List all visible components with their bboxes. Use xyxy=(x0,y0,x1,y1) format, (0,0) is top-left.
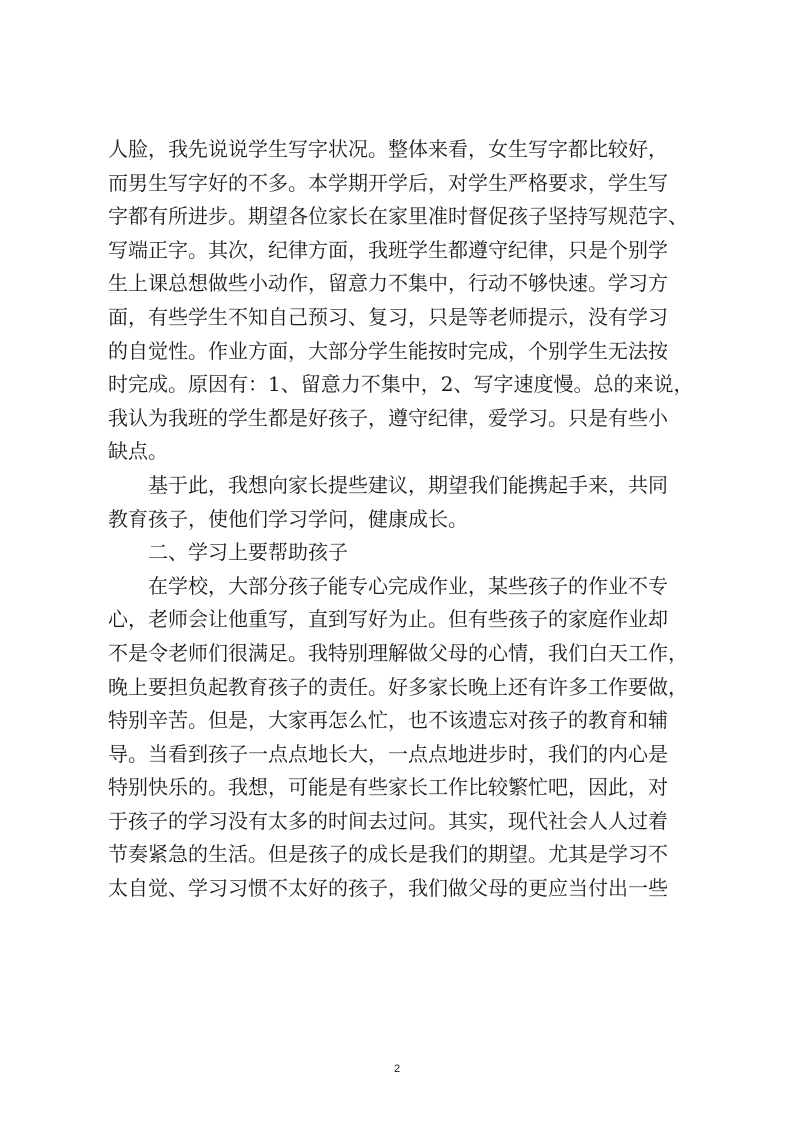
text-line: 在学校，大部分孩子能专心完成作业，某些孩子的作业不专 xyxy=(148,573,668,598)
text-line: 基于此，我想向家长提些建议，期望我们能携起手来，共同 xyxy=(148,472,668,497)
text-line: 缺点。 xyxy=(108,439,168,464)
text-line: 不是令老师们很满足。我特别理解做父母的心情，我们白天工作， xyxy=(108,640,688,665)
text-line: 教育孩子，使他们学习学问，健康成长。 xyxy=(108,506,468,531)
text-line: 于孩子的学习没有太多的时间去过问。其实，现代社会人人过着 xyxy=(108,808,668,833)
text-line: 生上课总想做些小动作，留意力不集中，行动不够快速。学习方 xyxy=(108,271,668,296)
text-line: 特别辛苦。但是，大家再怎么忙，也不该遗忘对孩子的教育和辅 xyxy=(108,708,668,733)
text-line: 的自觉性。作业方面，大部分学生能按时完成，个别学生无法按 xyxy=(108,338,668,363)
text-line: 心，老师会让他重写，直到写好为止。但有些孩子的家庭作业却 xyxy=(108,607,668,632)
text-line: 人脸，我先说说学生写字状况。整体来看，女生写字都比较好， xyxy=(108,137,668,161)
text-line: 写端正字。其次，纪律方面，我班学生都遵守纪律，只是个别学 xyxy=(108,237,668,262)
text-line: 太自觉、学习习惯不太好的孩子，我们做父母的更应当付出一些 xyxy=(108,876,668,901)
text-line: 导。当看到孩子一点点地长大，一点点地进步时，我们的内心是 xyxy=(108,741,668,766)
text-line: 时完成。原因有：1、留意力不集中，2、写字速度慢。总的来说， xyxy=(108,372,694,397)
body-text xyxy=(108,133,708,906)
text-line: 特别快乐的。我想，可能是有些家长工作比较繁忙吧，因此，对 xyxy=(108,775,668,800)
text-line: 字都有所进步。期望各位家长在家里准时督促孩子坚持写规范字、 xyxy=(108,204,688,229)
text-line: 我认为我班的学生都是好孩子，遵守纪律，爱学习。只是有些小 xyxy=(108,405,668,430)
page-number: 2 xyxy=(393,1063,401,1075)
text-line: 面，有些学生不知自己预习、复习，只是等老师提示，没有学习 xyxy=(108,304,668,329)
text-line: 晚上要担负起教育孩子的责任。好多家长晚上还有许多工作要做， xyxy=(108,674,688,699)
section-heading: 二、学习上要帮助孩子 xyxy=(148,540,348,565)
text-line: 节奏紧急的生活。但是孩子的成长是我们的期望。尤其是学习不 xyxy=(108,842,668,867)
text-line: 而男生写字好的不多。本学期开学后，对学生严格要求，学生写 xyxy=(108,170,668,195)
